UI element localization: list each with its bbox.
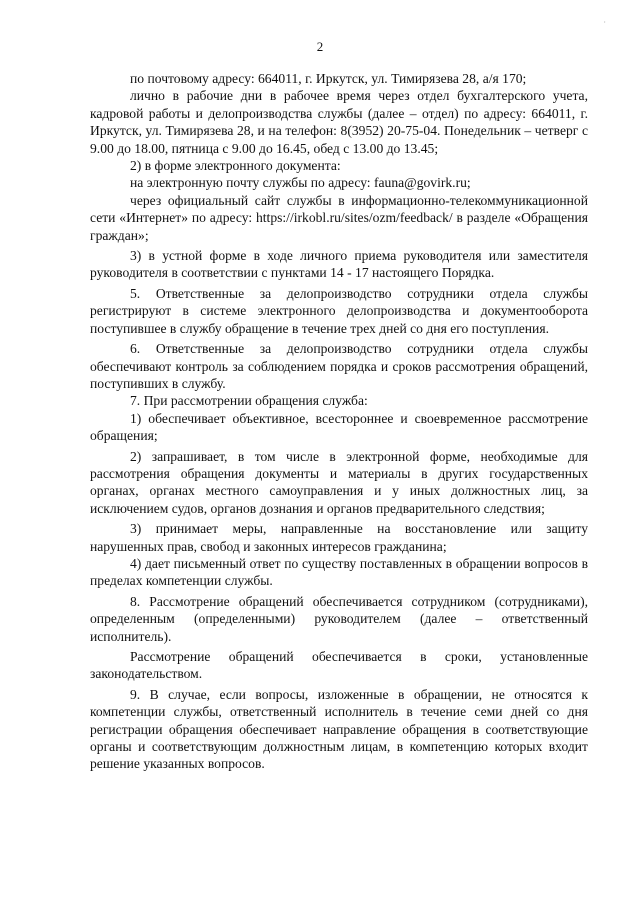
paragraph-item-7-3: 3) принимает меры, направленные на восстановление или защиту нарушенных прав, свобод и законных интересов гражданина; [90, 521, 588, 554]
paragraph-item-6: 6. Ответственные за делопроизводство сотрудники отдела службы обеспечивают контроль за соблюдением порядка и сроков рассмотрения обращений, поступивших в службу. [90, 341, 588, 391]
paragraph-oral-form: 3) в устной форме в ходе личного приема руководителя или заместителя руководителя в соответствии с пунктами 14 - 17 настоящего Порядка. [90, 248, 588, 281]
paragraph-website: через официальный сайт службы в информационно-телекоммуникационной сети «Интернет» по адресу: https://irkobl.ru/sites/ozm/feedback/ в разделе «Обращения граждан»; [90, 192, 588, 243]
paragraph-item-7-2: 2) запрашивает, в том числе в электронной форме, необходимые для рассмотрения обращения документы и материалы в других государственных органах, органах местного самоуправления и у иных должностных лиц, за исключением судов, органов дознания и органов предварительного следствия; [90, 448, 588, 516]
paragraph-item-7-1: 1) обеспечивает объективное, всестороннее и своевременное рассмотрение обращения; [90, 410, 588, 444]
paragraph-postal-address: по почтовому адресу: 664011, г. Иркутск, ул. Тимирязева 28, а/я 170; [130, 71, 527, 86]
paragraph-electronic-form: 2) в форме электронного документа: [130, 158, 341, 174]
paragraph-item-5: 5. Ответственные за делопроизводство сотрудники отдела службы регистрируют в системе электронного делопроизводства и документооборота поступившее в службу обращение в течение трех дней со дня его поступления. [90, 285, 588, 336]
scan-mark: · [603, 18, 606, 27]
paragraph-in-person: лично в рабочие дни в рабочее время через отдел бухгалтерского учета, кадровой работы и делопроизводства службы (далее – отдел) по адресу: 664011, г. Иркутск, ул. Тимирязева 28, и на телефон: 8(3952) 20-75-04. Понедельник – четверг с 9.00 до 18.00, пятница с 9.00 до 16.45, обед с 13.00 до 13.45; [90, 88, 588, 156]
paragraph-deadlines: Рассмотрение обращений обеспечивается в сроки, установленные законодательством. [90, 649, 588, 682]
paragraph-item-7-4: 4) дает письменный ответ по существу поставленных в обращении вопросов в пределах компетенции службы. [90, 555, 588, 589]
paragraph-email: на электронную почту службы по адресу: fauna@govirk.ru; [130, 175, 471, 191]
paragraph-item-9: 9. В случае, если вопросы, изложенные в обращении, не относятся к компетенции службы, ответственный исполнитель в течение семи дней со дня регистрации обращения обеспечивает направление обращения в соответствующие органы и соответствующим должностным лицам, в компетенцию которых входит решение указанных вопросов. [90, 686, 588, 772]
paragraph-item-8: 8. Рассмотрение обращений обеспечивается сотрудником (сотрудниками), определенным (определенными) руководителем (далее – ответственный исполнитель). [90, 593, 588, 644]
document-body [90, 70, 588, 773]
paragraph-item-7: 7. При рассмотрении обращения служба: [130, 393, 368, 409]
page-number: 2 [316, 39, 324, 54]
